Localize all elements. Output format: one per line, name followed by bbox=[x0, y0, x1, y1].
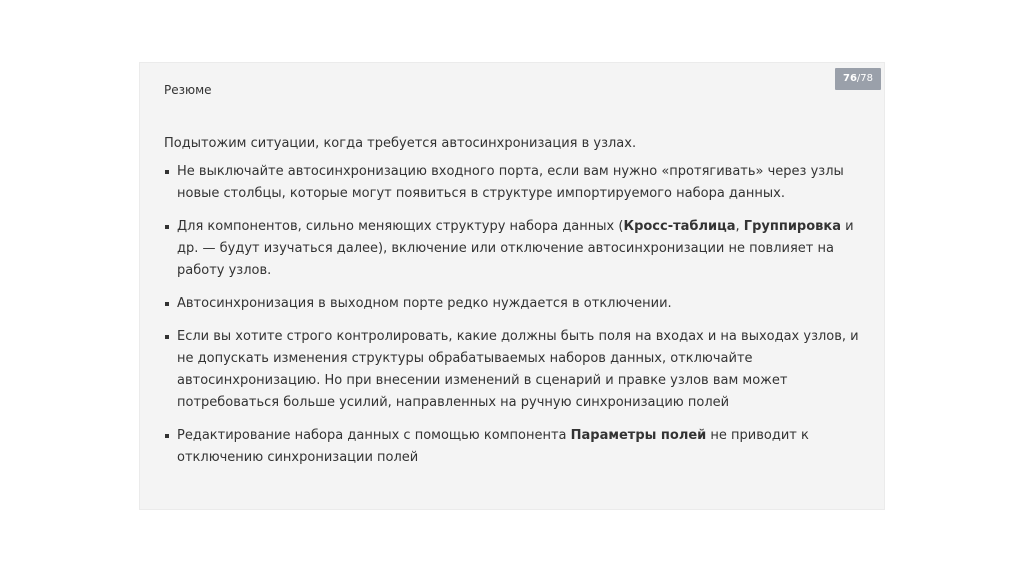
page-total: 78 bbox=[860, 73, 874, 84]
bullet-text: Не выключайте автосинхронизацию входного порта, если вам нужно «протягивать» через узлы новые столбцы, которые могут появиться в структуре импортируемого набора данных. bbox=[177, 164, 844, 201]
bullet-item-4 bbox=[164, 326, 864, 414]
bullet-text: Редактирование набора данных с помощью компонента bbox=[177, 428, 571, 443]
bullet-text: Для компонентов, сильно меняющих структуру набора данных ( bbox=[177, 219, 624, 234]
bullet-text: Автосинхронизация в выходном порте редко нуждается в отключении. bbox=[177, 296, 672, 311]
bullet-text: , bbox=[735, 219, 744, 234]
page-current: 76 bbox=[842, 73, 857, 84]
bullet-square-icon bbox=[165, 170, 169, 174]
bullet-text: Если вы хотите строго контролировать, какие должны быть поля на входах и на выходах узлов, и не допускать изменения структуры обрабатываемых наборов данных, отключайте автосинхронизацию. Но при внесении изменений в сценарий и правке узлов вам может потребоваться больше усилий, направленных на ручную синхронизацию полей bbox=[177, 329, 859, 410]
bullet-square-icon bbox=[165, 225, 169, 229]
bullet-item-1 bbox=[164, 161, 864, 205]
bullet-item-3 bbox=[164, 293, 864, 315]
bullet-text: и др. — будут изучаться далее), включение или отключение автосинхронизации не повлияет на работу узлов. bbox=[177, 219, 854, 278]
bullet-list bbox=[164, 161, 864, 469]
bullet-text: не приводит к отключению синхронизации полей bbox=[177, 428, 809, 465]
bullet-item-5 bbox=[164, 425, 864, 469]
page-separator: / bbox=[856, 73, 861, 84]
bullet-item-2 bbox=[164, 216, 864, 282]
intro-text: Подытожим ситуации, когда требуется автосинхронизация в узлах. bbox=[164, 136, 637, 151]
bold-term-grouping: Группировка bbox=[743, 219, 841, 234]
bold-term-field-params: Параметры полей bbox=[570, 428, 707, 443]
bullet-square-icon bbox=[165, 434, 169, 438]
bullet-square-icon bbox=[165, 302, 169, 306]
bold-term-crosstab: Кросс-таблица bbox=[623, 219, 736, 234]
slide-content bbox=[164, 133, 864, 480]
page-counter-badge bbox=[835, 68, 881, 90]
bullet-square-icon bbox=[165, 335, 169, 339]
slide-title: Резюме bbox=[164, 83, 212, 97]
slide-panel bbox=[139, 62, 885, 510]
